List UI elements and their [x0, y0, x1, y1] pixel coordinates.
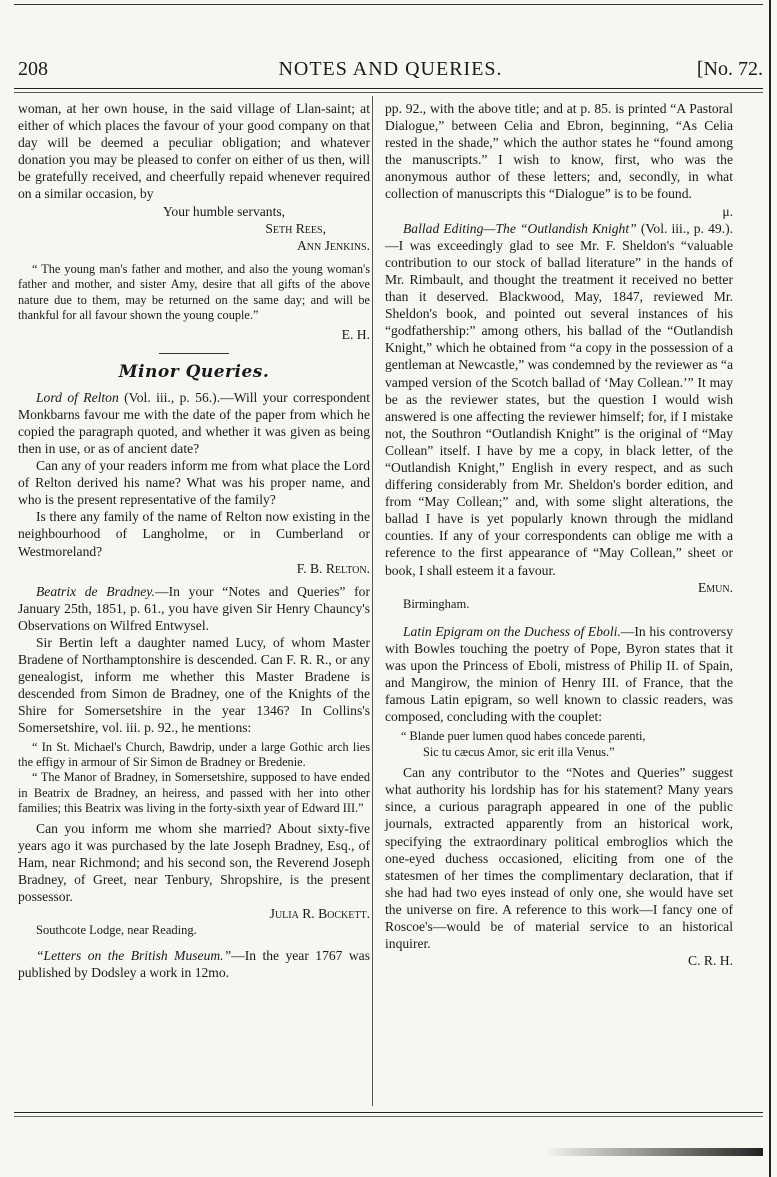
journal-title: NOTES AND QUERIES. — [278, 58, 503, 80]
section-heading: Minor Queries. — [118, 361, 270, 382]
signature-bockett: Julia R. Bockett. — [269, 906, 370, 922]
emun-location: Birmingham. — [403, 596, 470, 611]
top-border — [14, 4, 763, 5]
bockett-location: Southcote Lodge, near Reading. — [36, 923, 197, 938]
bradney-quote-1: “ In St. Michael's Church, Bawdrip, under a large Gothic arch lies the effigy in armour of Sir Simon de Bradney or Bredenie. — [18, 739, 370, 769]
left-column — [18, 100, 370, 981]
ballad-title: Ballad Editing—The “Outlandish Knight” — [403, 220, 637, 236]
running-header — [18, 58, 763, 88]
column-divider — [372, 96, 373, 1106]
signature-seth-rees: Seth Rees, — [265, 220, 326, 236]
bradney-title: Beatrix de Bradney. — [36, 583, 155, 599]
letters-continuation: pp. 92., with the above title; and at p. 85. is printed “A Pastoral Dialogue,” between Celia and Ebron, beginning, “As Celia rested in the shade,” which the author states he “found among the manuscripts.” I wish to know, first, who was the anonymous author of these letters; and, secondly, in what collection of manuscripts this “Dialogue” is to be found. — [385, 101, 733, 202]
page-number: 208 — [18, 58, 48, 80]
bradney-paragraph-2: Sir Bertin left a daughter named Lucy, of whom Master Bradene of Northamptonshire is descended. Can F. R. R., or any genealogist, inform me whether this Master Bradene is descended from Simon de Bradney, one of the Knights of the Shire for Somersetshire in the year 1346? In Collins's Somersetshire, vol. iii. p. 92., he mentions: — [18, 634, 370, 736]
signature-ann-jenkins: Ann Jenkins. — [296, 237, 370, 253]
invitation-text: woman, at her own house, in the said village of Llan-saint; at either of which places the favour of your good company on that day will be deemed a peculiar obligation; and whatever donation you may be pleased to confer on either of us then, will be gratefully received, and cheerfully repaid whenever required on a similar occasion, by — [18, 101, 370, 202]
latin-couplet — [401, 729, 733, 760]
page-edge — [769, 0, 771, 1177]
section-separator — [159, 353, 229, 354]
verse-line-2: Sic tu cæcus Amor, sic erit illa Venus.” — [423, 744, 615, 759]
ballad-query: Ballad Editing—The “Outlandish Knight” (Vol. iii., p. 49.).—I was exceedingly glad to see Mr. F. Sheldon's “valuable contribution to our stock of ballad literature” in the hands of Mr. Rimbault, and thought the treatment it received no better than it deserved. Blackwood, May, 1847, reviewed Mr. Sheldon's book, and pointed out several instances of his “godfathership:” among others, his ballad of the “Outlandish Knight,” which he obtained from “a copy in the possession of a gentleman at Newcastle,” was condemned by the reviewer as “a vamped version of the Scotch ballad of ‘May Collean.’” It may be as the reviewer states, but the question I would wish answered is one affecting the reviewer himself; for, if I mistake not, the Southron “Outlandish Knight” is the original of “May Collean” itself. I have by me a copy, in black letter, of the “Outlandish Knight,” English in every respect, and as such differing considerably from Mr. Sheldon's border edition, and from “May Collean;” and, with some slight alterations, the ballad I have is yet popularly known through the midland counties. If any of your correspondents can oblige me with a reference to the first appearance of “May Collean,” sheet or book, I shall esteem it a favour. — [385, 220, 733, 578]
signature-eh: E. H. — [341, 327, 370, 343]
relton-query: Lord of Relton (Vol. iii., p. 56.).—Will your correspondent Monkbarns favour me with the date of the paper from which he copied the paragraph quoted, and whether it was given as being then in use, or as of ancient date? — [18, 389, 370, 456]
header-rule — [14, 88, 763, 89]
signature-mu: μ. — [722, 203, 733, 219]
relton-title: Lord of Relton — [36, 389, 119, 405]
relton-question-2: Can any of your readers inform me from what place the Lord of Relton derived his name? What was his proper name, and who is the present representative of the family? — [18, 458, 370, 508]
relton-question-3: Is there any family of the name of Relton now existing in the neighbourhood of Langholme, or in Cumberland or Westmoreland? — [18, 509, 370, 559]
closing-line: Your humble servants, — [162, 203, 286, 219]
footer-rule-thin — [14, 1116, 763, 1117]
postscript-quote: “ The young man's father and mother, and also the young woman's father and mother, and sister Amy, desire that all gifts of the above nature due to them, may be returned on the same day; and will be thankful for all favour shown the young couple.” — [18, 261, 370, 323]
right-column — [385, 100, 733, 969]
header-rule-thin — [14, 92, 763, 93]
letters-query: “Letters on the British Museum.”—In the year 1767 was published by Dodsley a work in 12mo. — [18, 948, 370, 981]
latin-paragraph-2: Can any contributor to the “Notes and Queries” suggest what authority his lordship has for his statement? Many years since, a curious paragraph appeared in one of the public journals, extracted apparently from an historical work, specifying the extraordinary political embroglios which the one-eyed duchess occasioned, eliciting from one of the statesmen of her times the complimentary declaration, that if she had had two eyes instead of only one, she would have set the universe on fire. A reference to this work—I fancy one of Roscoe's—would be of material service to an historical inquirer. — [385, 765, 733, 952]
bradney-quote-2: “ The Manor of Bradney, in Somersetshire, supposed to have ended in Beatrix de Bradney, an heiress, and passed with her into other families; this Beatrix was living in the forty-sixth year of Edward III.” — [18, 770, 370, 816]
signature-crh: C. R. H. — [688, 953, 733, 969]
latin-title: Latin Epigram on the Duchess of Eboli. — [403, 623, 621, 639]
footer-rule — [14, 1112, 763, 1113]
verse-line-1: “ Blande puer lumen quod habes concede parenti, — [401, 729, 646, 744]
signature-relton: F. B. Relton. — [296, 560, 370, 576]
signature-emun: Emun. — [697, 579, 733, 595]
letters-title: “Letters on the British Museum.” — [36, 948, 232, 964]
latin-query: Latin Epigram on the Duchess of Eboli.—In his controversy with Bowles touching the poetry of Pope, Byron states that it was upon the Princess of Eboli, mistress of Philip II. of Spain, and Mangirow, the minion of Henry III. of France, that the famous Latin epigram, so well known to classic readers, was composed, concluding with the couplet: — [385, 623, 733, 725]
bradney-paragraph-3: Can you inform me whom she married? About sixty-five years ago it was purchased by the late Joseph Bradney, Esq., of Ham, near Richmond; and his second son, the Reverend Joseph Bradney, of Greet, near Tenbury, Shropshire, is the present possessor. — [18, 820, 370, 904]
scan-edge-mark — [543, 1148, 763, 1156]
bradney-query: Beatrix de Bradney.—In your “Notes and Queries” for January 25th, 1851, p. 61., you have given Sir Henry Chauncy's Observations on Wilfred Entwysel. — [18, 583, 370, 633]
issue-number: [No. 72. — [696, 58, 763, 80]
